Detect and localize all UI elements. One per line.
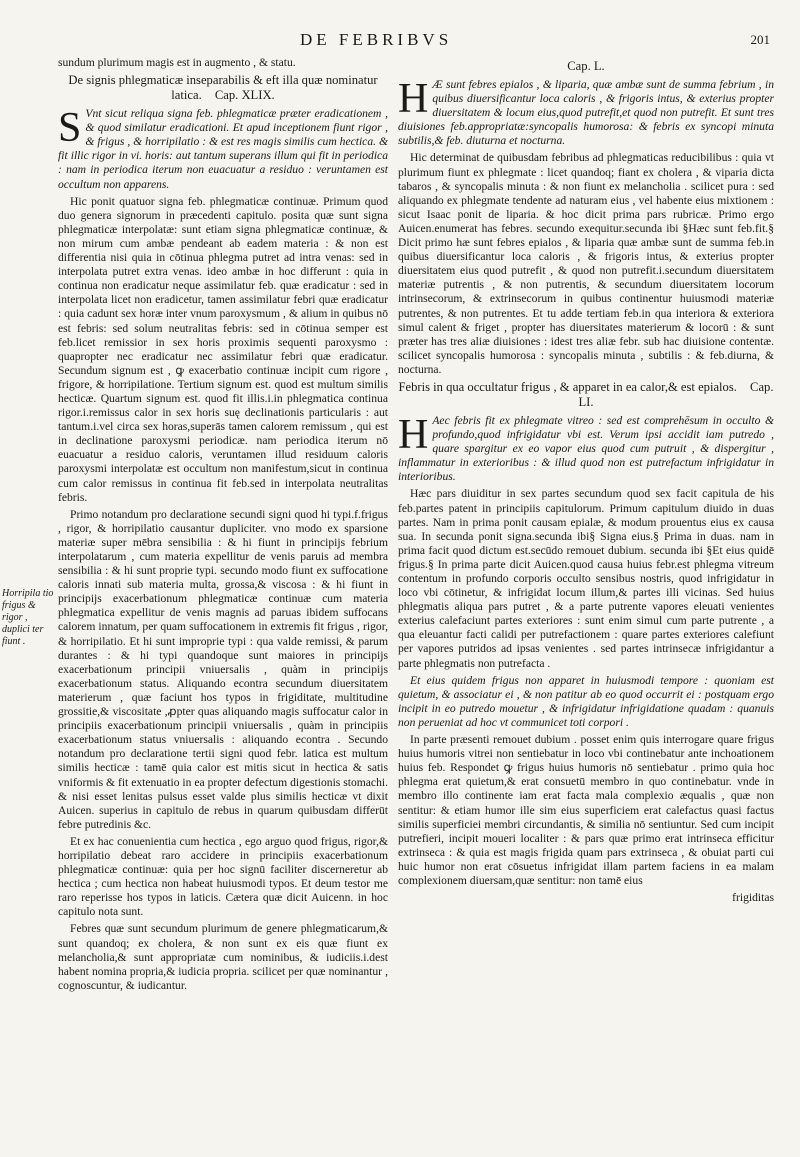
chapter-51-heading [398,380,774,410]
left-column [58,56,388,996]
marginal-note: Horripila tio frigus & rigor , duplici ter fiunt . [2,588,54,647]
chapter-51-text [398,411,774,484]
drop-initial: S [58,105,82,152]
chapter-50-number: Cap. L. [567,59,605,73]
commentary-paragraph: Hic determinat de quibusdam febribus ad phlegmaticas reducibilibus : quia vt plurimum fiunt ex phlegmate : licet quandoq; fiant ex cholera , & viparia dicta tabaros , & syncopalis minuta : & non fiunt ex melancholia . scilicet pura : sed aliquando ex phlegmate tendente ad naturam eius , vel habente eius mixtionem : sicut Isaac ponit de liparia. & hoc dicit prima pars rubricæ. Primo ergo Auicen.enumerat has febres. secundo exequitur.secunda ibi §Hæc sunt feb.fit.§ Dicit primo hæ sunt febres epialos , & liparia quæ ambæ sunt de summa feb.in quibus diuersificantur loca caloris , & frigoris intus, & exterius propter diuersitatem eius quod putrefit , & quod non putrefit.i.secundum diuersitatem materiæ putrentis , & non putrentis, & secundum diuersitatem locorum intrinsecorum, & extrinsecorum in quibus continentur huiusmodi materiæ putrentes, & non putrentes. Et tu adde tertiam feb.in qua interiora & exteriora simul calent & friget , propter has diuersitates materierum & locorū : & sunt præter has tres aliæ diuisiones : idest tres aliæ febr. sub hac diuisione contentæ. scilicet syncopalis humorosa : syncopalis minuta , subtilis : & feb.diurna, & nocturna. [398,151,774,376]
commentary-paragraph: Hic ponit quatuor signa feb. phlegmaticæ continuæ. Primum quod duo genera signorum in præcedenti capitulo. posita quæ sunt signa phlegmaticæ interpolatæ: sunt etiam signa phlegmaticæ continuæ, & non mirum cum ambæ pendeant ab eadem materia : & non est differentia nisi quia in cōtinua phlegma putret ad intra venas: sed in interpolata putret extra venas. ideo ambæ in hoc differunt : quia in continua non eradicatur neque assimilatur feb. quæ eradicatur : sed in interpolata licet non eradicetur, tamen assimilatur febri quæ eradicatur : quia cadunt sex horæ inter vnum paroxysmum , & alium in quibus nō est febris: sed solum neutralitas febris: sed in cōtinua semper est feb.licet remissior in sex horis proximis sequenti paroxysmo : quapropter nec eradicatur nec assimilatur febri quæ eradicatur. Secundum signum est , ꝙ exacerbatio continuæ incipit cum rigore , frigore, & horripilatione. Tertium signum est. quod est multum similis hecticæ. Quartum signum est. quod fit illis.i.in phlegmatica continua rigor.i.remissus calor in sex horis suę declinationis particularis : aut tantum.i.vel circa sex horas,superās tamen calorem remissum , qui est in declinatione paroxysmi periodicæ. nam periodica iterum nō euacuatur a residuo caloris, veruntamen illud residuum caloris paroxysmi interpolatæ est occultum non manifestum,sicut in continua cum calor remissus in continua fit feb.sed in interpolata neutralitas febris. [58,194,388,504]
catchword: frigiditas [732,891,774,905]
page-number: 201 [750,32,770,47]
opening-line: sundum plurimum magis est in augmento , & statu. [58,56,296,69]
chapter-50-heading [398,59,774,74]
commentary-italic-paragraph: Et eius quidem frigus non apparet in huiusmodi tempore : quoniam est quietum, & associatur ei , & non patitur ab eo quod occurrit ei : postquam ergo incipit in eo putredo mouetur , & infrigidatur infrigidatione quadam : quanuis non perueniat ad hoc vt communicet toti corpori . [398,673,774,729]
drop-initial: H [398,411,429,458]
drop-initial: H [398,76,429,122]
chapter-51-title: Febris in qua occultatur frigus , & apparet in ea calor,& est epialos. [398,379,737,394]
commentary-paragraph: Hæc pars diuiditur in sex partes secundum quod sex facit capitula de his feb.partes patent in principiis capitulorum. Primum capitulum diuido in duas partes. Nam in prima ponit causam epialæ, & modum prouentus eius ex causa sua. In secunda ponit signa.secunda ibi§ Signa eius.§ Prima in duas. nam in prima facit quod dictum est.secūdo remouet dubium. secunda ibi §Et eius quidē frigus.§ In prima parte dicit Auicen.quod causa huius febr.est phlegma vitreum contentum in profundo corporis occulto sensibus nostris, quod infrigidatur in loco vbi cōtinetur, & infrigidat locum illum,& partes illi vicinas. Sed huius phlegmatis aliqua pars putret , & a parte putrente vapores eleuati venientes exterius calefaciunt partes exteriores : sunt enim simul cum parte putrente , a qua eleuantur facti calidi per putrefactionem : quare partes exteriores calefiunt per vapores putridos ad ipsas venientes . sed partes intrinsecæ infrigidantur a parte phlegmatis non putrefacta . [398,487,774,670]
chapter-49-text [58,107,388,192]
right-column [398,56,774,905]
chapter-51-italic: Aec febris fit ex phlegmate vitreo : sed est comprehēsum in occulto & profundo,quod infrigidatur vbi est. Verum ipsi accidit iam putredo , quare spargitur ex eo vapor eius quod cum putruit , & dispergitur , inflammatur in exterioribus : & illud quod non est putrefactum infrigidatur in interioribus. [398,413,774,484]
running-title: DE FEBRIBVS [300,30,453,49]
running-head [300,30,770,50]
chapter-49-number: Cap. XLIX. [214,88,275,103]
chapter-50-italic: Æ sunt febres epialos , & liparia, quæ ambæ sunt de summa febrium , in quibus diuersificantur loca caloris , & frigoris intus, & exterius propter diuersitatem & locum eius,quod putrefit,et quod non putrefit. Et sunt tres diuisiones feb.appropriatæ:syncopalis humorosa: & febris ex syncopi minuta subtilis,& feb. diuturna et nocturna. [398,78,774,148]
chapter-51-number: Cap. LI. [578,379,774,409]
chapter-49-italic: Vnt sicut reliqua signa feb. phlegmaticæ præter eradicationem , & quod similatur eradicationi. Et apud inceptionem fiunt rigor , & frigus , & horripilatio : & est res magis similis cum hectica. & fit illic rigor in vi. horis: aut tantum superans illum qui fit in periodica : nam in periodica iterum non euacuatur a residuo : veruntamen est occultum non apparens. [58,107,388,191]
commentary-paragraph: Primo notandum pro declaratione secundi signi quod hi typi.f.frigus , rigor, & horripilatio causantur dupliciter. vno modo ex sparsione materiæ super mēbra sensibilia : & hi fiunt in principijs febrium interpolatarum , cum materia expellitur de venis paruis ad membra sensibilia : & hi sunt proprie typi. secundo modo fiunt ex suffocatione caloris innati sub materia multa, grossa,& viscosa : & hi fiunt in principijs exacerbationum phlegmaticæ continuæ cum materia phlegmatica expellitur de venis magnis ad paruas ibidem suffocans calorem innatum, per quam suffocationem in extremis fit frigus , rigor, & horripilatio. Et hi sunt improprie typi : qua valde remissi, & parum durantes : & hi typi quandoque sunt maiores in principijs exacerbationum principii vniuersalis , quàm in principijs exacerbationum status. Aliquando econtra secundum diuersitatem materierum , quæ faciunt hos typos in frigiditate, multitudine grossitie,& viscositate ,ꝓpter quas aliquando magis suffocatur calor in principiis exacerbationum principii vniuersalis , quàm in principiis exacerbationum status vniuersalis : aliquando econtra . Secundo notandum pro declaratione tertii signi quod febr. latica est multum similis hecticæ : tamē quia calor est mitis sicut in hectica & satis vniformis & fit extenuatio in ea propter defectum digestionis stomachi. & nisi esset lenitas pulsus esset valde plus similis hecticæ vt dixit Auicen. superius in capitulo de rebus in quarum quibusdam differūt febre putredinis &c. [58,507,388,831]
commentary-paragraph: Febres quæ sunt secundum plurimum de genere phlegmaticarum,& sunt quandoq; ex cholera, & non sunt ex eis quæ fiunt ex melancholia,& sunt appropriatæ cum nominibus, & iudiciis.i.dest habent nomina propria,& iudicia propria. scilicet per quæ nominantur , cognoscuntur, & iudicantur. [58,922,388,992]
chapter-50-text [398,78,774,148]
chapter-49-heading [58,73,388,103]
chapter-49-title: De signis phlegmaticæ inseparabilis & eft illa quæ nominatur latica. [68,73,378,103]
commentary-paragraph: Et ex hac conuenientia cum hectica , ego arguo quod frigus, rigor,& horripilatio debeat raro accidere in principiis exacerbationum phlegmaticæ continuæ: quia per hoc signū faciliter discerneretur ab hectica ; cum hectica non habeat huiusmodi typos. Et deum testor me raro reperisse hos typos in laticis. Cætera quæ dicit Auicenn. in hoc capitulo nota sunt. [58,834,388,919]
commentary-paragraph: In parte præsenti remouet dubium . posset enim quis interrogare quare frigus huius humoris vitrei non sentiebatur in loco vbi continebatur ante inchoationem huius feb. Respondet ꝙ frigus huius humoris nō sentiebatur . primo quia hoc phlegma erat quietum,& erat consuetū membro in quo continebatur. vnde in membro illo continente iam erat facta mala complexio æqualis , quæ non sentitur: & etiam humor ille sim eius superficiem erat calefactus quasi factus similis superficiei membri circundantis, & similia nō sentiuntur. Sed cum incipit putrefieri, incipit moueri localiter : & pars quæ primo erat intrinseca efficitur extrinseca : & quia est magis frigida quam pars extrinseca , & obuiat parti cui huic humor non erat cōsuetus infrigidat illam partem faciens in ea malam complexionem diuersam,quæ sentitur: non tamē eius [398,733,774,887]
